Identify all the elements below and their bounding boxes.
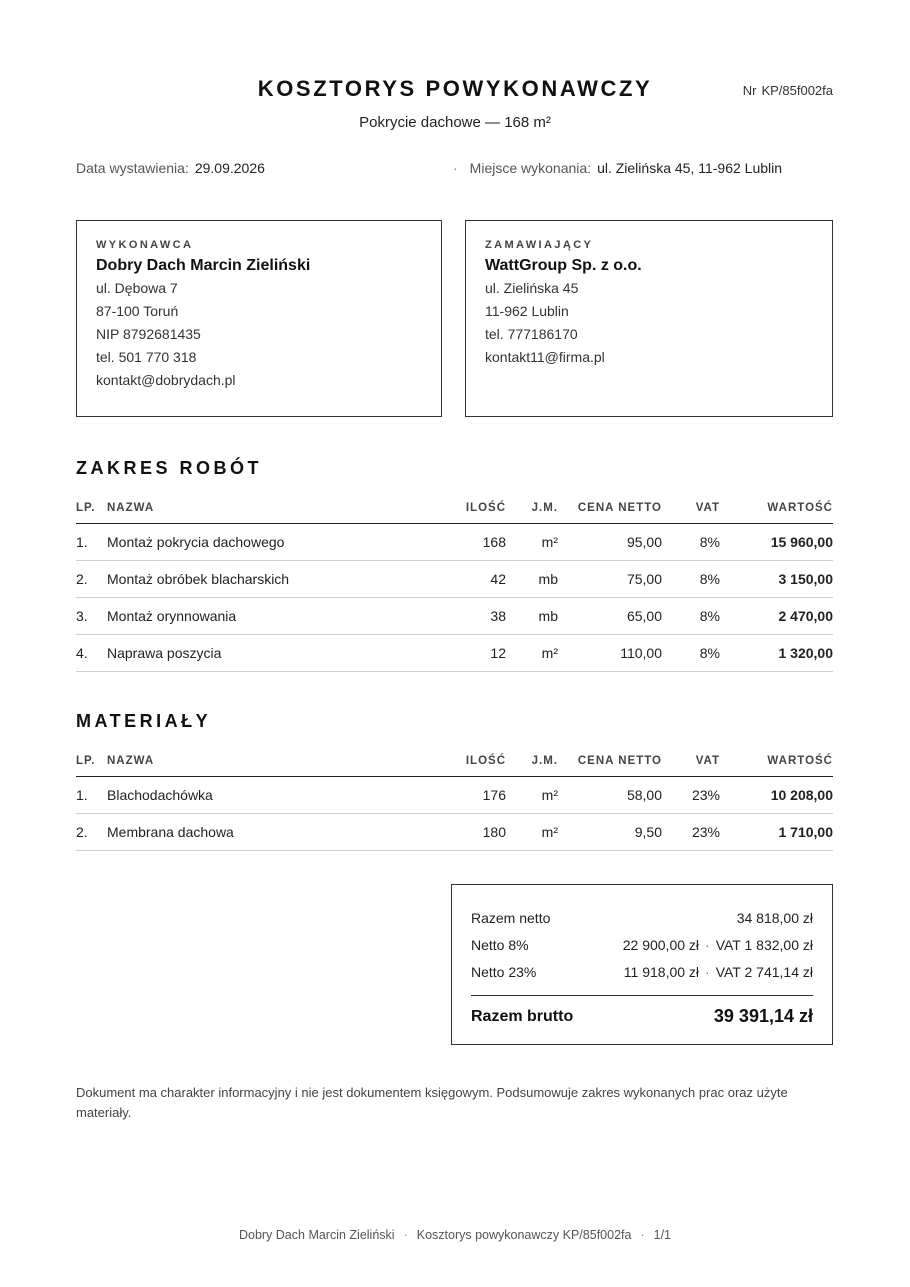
row-price: 75,00 xyxy=(558,561,662,598)
footer-separator: · xyxy=(640,1228,645,1242)
summary-net8-row xyxy=(471,931,813,958)
row-lp: 4. xyxy=(76,635,107,672)
col-name: NAZWA xyxy=(107,745,436,777)
row-price: 110,00 xyxy=(558,635,662,672)
disclaimer-note: Dokument ma charakter informacyjny i nie jest dokumentem księgowym. Podsumowuje zakres wykonanych prac oraz użyte materiały. xyxy=(76,1085,788,1120)
col-unit: J.M. xyxy=(506,492,558,524)
contractor-city: 87-100 Toruń xyxy=(96,303,179,319)
summary-gross-label: Razem brutto xyxy=(471,1007,574,1025)
document-title: KOSZTORYS POWYKONAWCZY xyxy=(257,76,653,101)
row-unit: m² xyxy=(506,777,558,814)
row-value: 1 320,00 xyxy=(720,635,833,672)
col-price: CENA NETTO xyxy=(558,745,662,777)
works-section-heading: ZAKRES ROBÓT xyxy=(76,458,262,478)
issue-date-label: Data wystawienia: xyxy=(76,160,189,176)
work-location xyxy=(453,160,782,176)
row-price: 65,00 xyxy=(558,598,662,635)
contractor-email: kontakt@dobrydach.pl xyxy=(96,372,236,388)
page-footer xyxy=(0,1228,910,1242)
summary-net8-value: 22 900,00 zł xyxy=(622,936,700,953)
client-email: kontakt11@firma.pl xyxy=(485,349,605,365)
col-value: WARTOŚĆ xyxy=(720,745,833,777)
meta-separator: · xyxy=(453,160,458,176)
work-location-label: Miejsce wykonania: xyxy=(469,160,592,176)
contractor-box xyxy=(76,220,442,417)
row-value: 2 470,00 xyxy=(720,598,833,635)
row-qty: 180 xyxy=(436,814,506,851)
row-vat: 23% xyxy=(662,814,720,851)
contractor-nip: NIP 8792681435 xyxy=(96,326,201,342)
summary-net-value: 34 818,00 zł xyxy=(736,909,813,926)
row-vat: 8% xyxy=(662,635,720,672)
row-price: 95,00 xyxy=(558,524,662,561)
table-row xyxy=(76,814,833,851)
client-heading: ZAMAWIAJĄCY xyxy=(485,239,594,251)
summary-vat23-value: VAT 2 741,14 zł xyxy=(715,963,813,980)
col-name: NAZWA xyxy=(107,492,436,524)
summary-net-label: Razem netto xyxy=(471,909,551,926)
footer-company: Dobry Dach Marcin Zieliński xyxy=(238,1228,395,1242)
footer-document: Kosztorys powykonawczy KP/85f002fa xyxy=(416,1228,632,1242)
col-qty: ILOŚĆ xyxy=(436,492,506,524)
row-lp: 1. xyxy=(76,777,107,814)
issue-date xyxy=(76,160,265,176)
summary-separator: · xyxy=(705,963,710,980)
col-vat: VAT xyxy=(662,492,720,524)
table-row xyxy=(76,561,833,598)
row-unit: m² xyxy=(506,524,558,561)
row-qty: 42 xyxy=(436,561,506,598)
row-value: 15 960,00 xyxy=(720,524,833,561)
summary-vat8-value: VAT 1 832,00 zł xyxy=(715,936,813,953)
summary-gross-row xyxy=(471,998,813,1035)
contractor-heading: WYKONAWCA xyxy=(96,239,194,251)
summary-separator: · xyxy=(705,936,710,953)
col-price: CENA NETTO xyxy=(558,492,662,524)
row-name: Naprawa poszycia xyxy=(107,635,436,672)
document-number-value: KP/85f002fa xyxy=(761,83,833,98)
summary-net23-values xyxy=(624,964,813,980)
row-unit: mb xyxy=(506,598,558,635)
row-value: 3 150,00 xyxy=(720,561,833,598)
row-unit: mb xyxy=(506,561,558,598)
row-vat: 8% xyxy=(662,598,720,635)
row-qty: 168 xyxy=(436,524,506,561)
row-vat: 23% xyxy=(662,777,720,814)
client-city: 11-962 Lublin xyxy=(485,303,569,319)
table-row xyxy=(76,635,833,672)
row-value: 1 710,00 xyxy=(720,814,833,851)
col-value: WARTOŚĆ xyxy=(720,492,833,524)
col-unit: J.M. xyxy=(506,745,558,777)
work-location-value: ul. Zielińska 45, 11-962 Lublin xyxy=(597,160,783,176)
summary-gross-value: 39 391,14 zł xyxy=(713,1006,813,1026)
issue-date-value: 29.09.2026 xyxy=(194,160,265,176)
table-row xyxy=(76,777,833,814)
contractor-name: Dobry Dach Marcin Zieliński xyxy=(96,257,311,274)
row-vat: 8% xyxy=(662,561,720,598)
materials-table-header xyxy=(76,745,833,777)
row-lp: 1. xyxy=(76,524,107,561)
row-lp: 2. xyxy=(76,814,107,851)
row-qty: 12 xyxy=(436,635,506,672)
works-table xyxy=(76,492,833,672)
row-price: 58,00 xyxy=(558,777,662,814)
document-number xyxy=(743,83,833,98)
summary-net8-label: Netto 8% xyxy=(471,936,529,953)
row-unit: m² xyxy=(506,635,558,672)
footer-separator: · xyxy=(403,1228,408,1242)
row-lp: 3. xyxy=(76,598,107,635)
summary-net8-values xyxy=(623,937,813,953)
client-name: WattGroup Sp. z o.o. xyxy=(485,257,642,274)
document-subtitle: Pokrycie dachowe — 168 m² xyxy=(359,114,551,131)
row-unit: m² xyxy=(506,814,558,851)
summary-net23-row xyxy=(471,958,813,985)
contractor-street: ul. Dębowa 7 xyxy=(96,280,178,296)
col-qty: ILOŚĆ xyxy=(436,745,506,777)
row-name: Montaż pokrycia dachowego xyxy=(107,524,436,561)
row-vat: 8% xyxy=(662,524,720,561)
footer-page: 1/1 xyxy=(653,1228,672,1242)
row-price: 9,50 xyxy=(558,814,662,851)
col-vat: VAT xyxy=(662,745,720,777)
summary-net23-label: Netto 23% xyxy=(471,963,537,980)
document-number-label: Nr xyxy=(742,83,757,98)
materials-section-heading: MATERIAŁY xyxy=(76,711,212,731)
row-name: Membrana dachowa xyxy=(107,814,436,851)
summary-net23-value: 11 918,00 zł xyxy=(623,963,700,980)
table-row xyxy=(76,598,833,635)
row-name: Blachodachówka xyxy=(107,777,436,814)
summary-net-row xyxy=(471,904,813,931)
row-name: Montaż orynnowania xyxy=(107,598,436,635)
col-lp: LP. xyxy=(76,745,107,777)
table-row xyxy=(76,524,833,561)
row-lp: 2. xyxy=(76,561,107,598)
row-qty: 176 xyxy=(436,777,506,814)
row-name: Montaż obróbek blacharskich xyxy=(107,561,436,598)
client-box xyxy=(465,220,833,417)
row-qty: 38 xyxy=(436,598,506,635)
materials-table xyxy=(76,745,833,851)
client-phone: tel. 777186170 xyxy=(485,326,578,342)
row-value: 10 208,00 xyxy=(720,777,833,814)
summary-box xyxy=(451,884,833,1045)
client-street: ul. Zielińska 45 xyxy=(485,280,579,296)
works-table-header xyxy=(76,492,833,524)
col-lp: LP. xyxy=(76,492,107,524)
summary-divider xyxy=(471,995,813,996)
contractor-phone: tel. 501 770 318 xyxy=(96,349,197,365)
